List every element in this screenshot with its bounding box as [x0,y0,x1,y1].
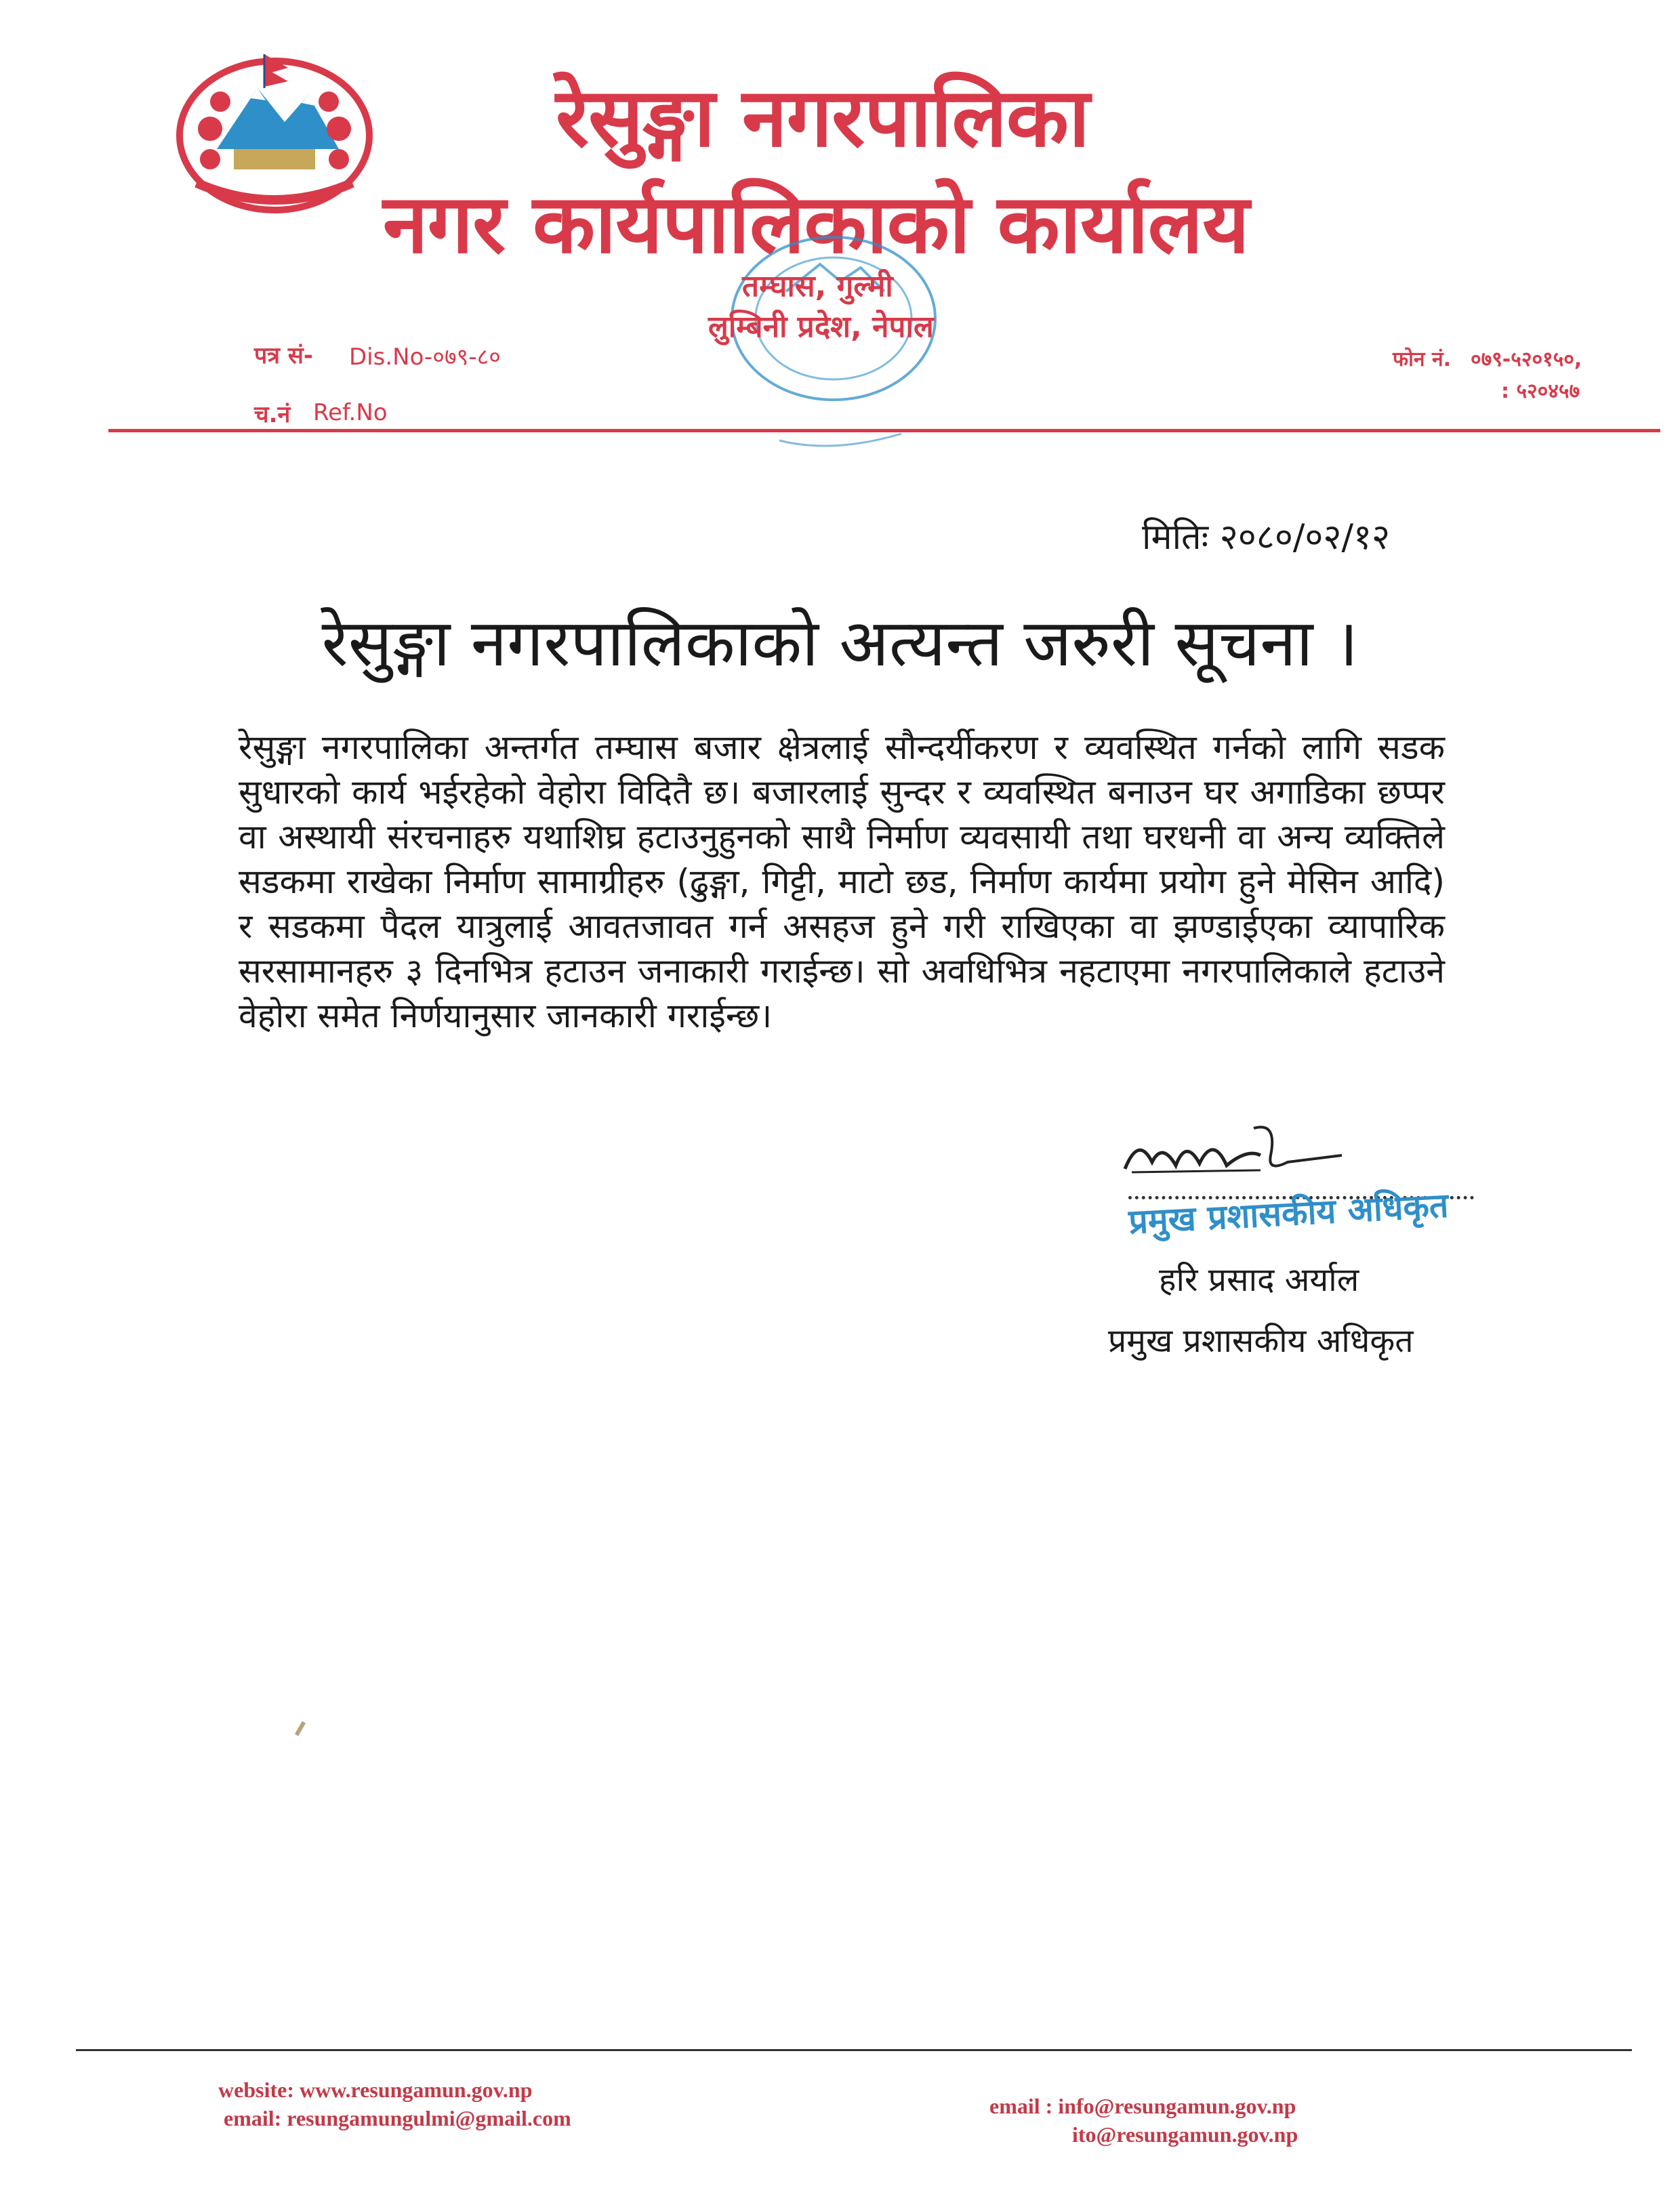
signer-name: हरि प्रसाद अर्याल [1159,1261,1359,1299]
footer-divider [76,2049,1632,2051]
header-divider [108,429,1660,432]
municipality-name: रेसुङ्गा नगरपालिका [556,71,1090,165]
designation-stamp: प्रमुख प्रशासकीय अधिकृत [1127,1185,1450,1242]
phone-number-2: : ५२०४५७ [1501,379,1580,403]
notice-date: मितिः २०८०/०२/१२ [1142,517,1391,558]
notice-title: रेसुङ्गा नगरपालिकाको अत्यन्त जरुरी सूचना । [321,605,1359,681]
chalani-label: च.नं [254,401,291,428]
phone-number-1: ०७९-५२०१५०, [1471,348,1582,371]
signer-designation: प्रमुख प्रशासकीय अधिकृत [1108,1322,1414,1360]
footer-email-left: email: resungamungulmi@gmail.com [224,2106,571,2130]
paper-mark [295,1721,306,1736]
address-line-2: लुम्बिनी प्रदेश, नेपाल [708,310,934,344]
handwritten-signature [1111,1108,1369,1192]
chalani-number: Ref.No [313,399,388,426]
nepal-emblem-logo [169,47,380,220]
office-name: नगर कार्यपालिकाको कार्यालय [383,178,1249,272]
patra-number: Dis.No-०७९-८० [349,344,501,371]
patra-label: पत्र सं- [254,342,314,369]
phone-label: फोन नं. [1393,348,1452,371]
footer-email-right-2: ito@resungamun.gov.np [1072,2122,1298,2147]
notice-body: रेसुङ्गा नगरपालिका अन्तर्गत तम्घास बजार क्षेत्रलाई सौन्दर्यीकरण र व्यवस्थित गर्नको लागि सडक सुधारको कार्य भईरहेको वेहोरा विदितै छ। बजारलाई सुन्दर र व्यवस्थित बनाउन घर अगाडिका छप्पर वा अस्थायी संरचनाहरु यथाशिघ्र हटाउनुहुनको साथै निर्माण व्यवसायी तथा घरधनी वा अन्य व्यक्तिले सडकमा राखेका निर्माण सामाग्रीहरु (ढुङ्गा, गिट्टी, माटो छड, निर्माण कार्यमा प्रयोग हुने मेसिन आदि) र सडकमा पैदल यात्रुलाई आवतजावत गर्न असहज हुने गरी राखिएका वा झण्डाईएका व्यापारिक सरसामानहरु ३ दिनभित्र हटाउन जनाकारी गराईन्छ। सो अवधिभित्र नहटाएमा नगरपालिकाले हटाउने वेहोरा समेत निर्णयानुसार जानकारी गराईन्छ। [239,728,1445,1035]
footer-email-right-1: email : info@resungamun.gov.np [989,2094,1296,2118]
footer-website: website: www.resungamun.gov.np [218,2078,533,2102]
address-line-1: तम्घास, गुल्मी [742,269,893,304]
